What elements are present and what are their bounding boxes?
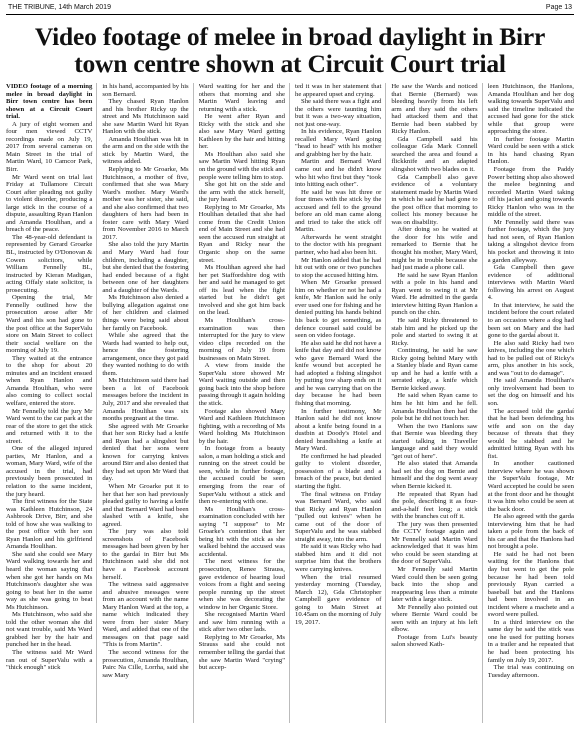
article-column-6 [488,83,574,723]
article-paragraph: Gda Campbell said his colleague Gda Mark Connell searched the area and found a flickknife and an adapted slingshot with two blades on it. [391,135,478,174]
article-paragraph: A jury of eight women and four men viewed CCTV recordings made on July 19, 2017 from several cameras on Main Street in the trial of Martin Ward, 10 Camcor Park, Birr. [6,120,93,174]
article-lede: VIDEO footage of a morning melee in broad daylight in Birr town centre has been shown at a Circuit Court trial. [6,83,93,121]
article-paragraph: The next witness for the prosecution, Renee Strauss, gave evidence of hearing loud voices from a fight and seeing people running up the street when she was decorating the window in her Organic Store. [198,558,285,611]
article-paragraph: She said there was a fight and the others were taunting him but it was a two-way situation, not just one-way. [294,98,382,128]
article-paragraph: When Mr Groarke put it to her that her son had previously pleaded guilty to having a knife and that Bernard Ward had been slashed with a knife, she agreed. [102,482,189,528]
article-paragraph: When Mr Groarke pressed him on whether or not he had a knife, Mr Hanlon said he only ever used one for fishing and he denied putting his hands behind his back to get something, as defence counsel said could be seen on video footage. [294,279,382,340]
article-paragraph: He said when Ryan came to him he hit him and he fell. Amanda Houlihan then had the pole but he did not touch her. [391,392,478,423]
article-paragraph: Mr Fennelly said there was further footage, which the jury had not seen, of Ryan Hanlon taking a slingshot device from his pocket and throwing it into a garden alleyway. [487,218,574,264]
article-paragraph: She also told the jury Martin and Mary Ward had four children, including a daughter, but she denied that the fostering had ended because of a fight between one of her daughters and a daughter of the Wards. [102,241,189,294]
article-paragraph: In his evidence, Ryan Hanlon recalled Mary Ward going "head to head" with his mother and grabbing her by the hair. [294,128,382,158]
article-paragraph: In footage from a beauty salon, a man holding a stick and running on the street could be seen, while in further footage, the accused could be seen emerging from the rear of SuperValu without a stick and then re-entering with one. [198,445,285,506]
article-paragraph: She said she could see Mary Ward walking towards her and heard the woman saying that when she got her hands on Ms Hutchinson's daughter she was going to beat her in the same way as she was going to beat Ms Hutchinson. [6,550,93,611]
article-paragraph: Amanda Houlihan was hit in the arm and on the side with the stick by Martin Ward, the witness added. [102,135,189,166]
article-paragraph: Replying to Mr Groarke, Ms Strauss said she could not remember telling the gardaí that she saw Martin Ward "crying" but accep- [198,633,285,672]
article-paragraph: He said he was hit three or four times with the stick by the accused and fell to the ground before an old man came along and tried to take the stick off Martin. [294,188,382,234]
article-paragraph: Martin and Bernard Ward came out and he didn't know who hit who first but they "took into hitting each other". [294,158,382,189]
article-paragraph: In a third interview on the same day he said the stick was one he used for putting horses in a trailer and he repeated that he had been protecting his family on July 19, 2017. [487,618,574,664]
article-paragraph: He repeated that Ryan had the pole, describing it as four-and-a-half feet long; a stick with the branches cut off it. [391,490,478,521]
article-column-4 [295,83,386,723]
article-paragraph: He said he had not been waiting for the Hanlons that day but went to get the pole because he had been told previously Ryan carried a baseball bat and the Hanlons had been involved in an incident where a machete and a sword were pulled. [487,550,574,619]
article-paragraph: The witness said Mr Ward ran out of SuperValu with a "thick enough" stick [6,649,93,672]
article-paragraph: He said it was Ricky who had stabbed him and it did not surprise him that the brothers were carrying knives. [294,543,382,573]
article-paragraph: Replying to Mr Groarke, Ms Houlihan detailed that she had come from the Credit Union end of Main Street and she had seen the accused run straight at Ryan and Ricky near the Organic shop on the same street. [198,203,285,264]
article-paragraph: In further footage Martin Ward could be seen with a stick in his hand chasing Ryan Hanlon. [487,135,574,166]
article-paragraph: Ward waiting for her and the others that morning and she Martin Ward leaving and returning with a stick. [198,83,285,113]
article-paragraph: In another cautioned interview where he was shown the SuperValu footage, Mr Ward accepted he could be seen at the front door and he thought it was him who could be seen at the back door. [487,460,574,513]
article-paragraph: He said he saw Ryan Hanlon with a pole in his hand and Ryan went to swing it at Mr Ward. He admitted in the garda interview hitting Ryan Hanlon a punch on the chin. [391,271,478,317]
article-paragraph: Ms Hutchinson said there had been a lot of Facebook messages before the incident in July, 2017 and she revealed that Amanda Houlihan was six months pregnant at the time. [102,377,189,423]
article-paragraph: He also stated that Amanda had set the dog on Bernie and himself and the dog went away when Bernie kicked it. [391,460,478,490]
article-paragraph: He saw the Wards and noticed that Bernie (Bernard) was bleeding heavily from his left arm and they said the others had attacked them and that Bernie had been stabbed by Ricky Hanlon. [391,83,478,136]
article-paragraph: In that interview, he said the incident before the court related to an occasion where a dog had been set on Mary and the had gone to the gardaí about it. [487,301,574,340]
headline: Video footage of melee in broad daylight in Birr town centre shown at Circuit Court trial [34,22,546,78]
article-paragraph: ted it was in her statement that he appeared upset and crying. [294,83,382,98]
article-paragraph: The jury was then presented the CCTV footage again and Mr Fennelly said Martin Ward acknowledged that it was him who could be seen standing at the door of SuperValu. [391,520,478,566]
article-paragraph: Ms Houlihan's cross-examination concluded with her saying "I suppose" to Mr Groarke's contention that her being hit with the stick as she walked behind the accused was accidental. [198,505,285,558]
article-paragraph: Mr Hanlon added that he had hit out with one or two punches to stop the accused hitting him. [294,256,382,279]
article-paragraph: A view from inside the SuperValu store showed Mr Ward waiting outside and then going back into the shop before passing through it again holding the stick. [198,362,285,407]
article-paragraph: Mr Fennelly said Martin Ward could then be seen going back into the shop and reappearing less than a minute later with a large stick. [391,566,478,604]
page-header [6,0,574,15]
article-paragraph: The jury was also told screenshots of Facebook messages had been given by her to the gardaí in Birr but Ms Hutchinson said she did not have a Facebook account herself. [102,528,189,581]
article-paragraph: The final witness on Friday was Bernard Ward, who said that Ricky and Ryan Hanlon "pulled out knives" when he came out of the door of SuperValu and he was stabbed straight away, into the arm. [294,490,382,543]
article-paragraph: The first witness for the State was Kathleen Hutchinson, 24 Ashbrook Drive, Birr, and she told of how she was walking to the post office with her son Ryan Hanlon and his girlfriend Amanda Houlihan. [6,498,93,551]
article-paragraph: Replying to Mr Groarke, Ms Hutchinson, a mother of five, confirmed that she was Mary Ward's mother. Mary Ward's mother was her sister, she said, and she also confirmed that two daughters of hers had been in foster care with Mary Ward from November 2016 to March 2017. [102,166,189,241]
article-paragraph: He said Ricky threatened to stab him and he picked up the pole and started to swing it at Ricky. [391,316,478,347]
article-paragraph: Ms Houlihan agreed she had her pet Staffordshire dog with her and said he managed to get off its lead when the fight started but he didn't get involved and she got him back on the lead. [198,264,285,317]
article-paragraph: Mr Ward went on trial last Friday at Tullamore Circuit Court after pleading not guilty to violent disorder, producing a large stick in the course of a dispute, assaulting Ryan Hanlon and Amanda Houlihan, and a breach of the peace. [6,173,93,234]
article-column-3 [199,83,290,723]
article-paragraph: After doing so he waited at the door for his wife and remarked to Bernie that he thought his mother, Mary Ward, might be in trouble because she had just made a phone call. [391,226,478,272]
article-paragraph: He said Amanda Houlihan's only involvement had been to set the dog on himself and his son. [487,377,574,407]
article-paragraph: He also said he did not have a knife that day and did not know who gave Bernard Ward the knife wound but accepted he had adopted a fishing slingshot by putting tow sharp ends on it and he was carrying that on the day because he had been fishing that morning. [294,339,382,407]
article-paragraph: Ms Houlihan also said she saw Martin Ward hitting Ryan on the ground with the stick and people were telling him to stop. [198,150,285,181]
article-paragraph: The 48-year-old defendant is represented by Gerard Groarke BL, instructed by O'Donovan & Cowen solicitors, while William Fennelly BL, instructed by Kieran Madigan, acting Offaly state solicitor, is prosecuting. [6,233,93,294]
article-paragraph: The trial was continuing on Tuesday afternoon. [487,664,574,679]
article-paragraph: The second witness for the prosecution, Amanda Houlihan, Pairc Na Cille, Lorrha, said she saw Mary [102,649,189,679]
article-paragraph: While she agreed that the Wards had wanted to help out, hence the fostering arrangement, once they got paid they wanted nothing to do with them. [102,332,189,377]
article-paragraph: Gda Campbell then gave evidence of additional interviews with Martin Ward following his arrest on August 4. [487,264,574,302]
article-paragraph: Ms Houlihan's cross-examination was then interrupted for the jury to view video clips recorded on the morning of July 19 from businesses on Main Street. [198,316,285,362]
article-paragraph: He went after Ryan and Ricky with the stick and she also saw Mary Ward getting Kathleen by the hair and hitting her. [198,113,285,151]
article-paragraph: Ms Hutchinson also denied a bullying allegation against one of her children and claimed things were being said about her family on Facebook. [102,294,189,332]
publication-date: THE TRIBUNE, 14th March 2019 [8,3,111,11]
article-paragraph: Afterwards he went straight to the doctor with his pregnant partner, who had also been hit. [294,233,382,257]
article-paragraph: She got hit on the side and the arm with the stick herself, the jury heard. [198,181,285,204]
article-paragraph: Mr Fennelly told the jury Mr Ward went to the car park at the rear of the store to get the stick and returned with it to the street. [6,407,93,445]
page-number: Page 13 [545,3,572,11]
article-paragraph: Mr Fennelly also pointed out where Bernie Ward could be seen with an injury at his left elbow. [391,603,478,634]
article-paragraph: She agreed with Mr Groarke that her son Ricky had a knife and Ryan had a slingshot but denied that her sons were known for carrying knives around Birr and also denied that they had set upon Mr Ward that day. [102,422,189,483]
article-paragraph: They waited at the entrance to the shop for about 20 minutes and an incident ensued when Ryan Hanlon and Amanda Houlihan, who were also coming to collect social welfare, entered the store. [6,354,93,407]
article-paragraph: The witness said aggressive and abusive messages were from an account with the name Mary Hanlon Ward at the top, a name which indicated they were from her sister Mary Ward, and added that one of the messages on that page said "This is from Martin". [102,581,189,649]
article-body [6,83,574,723]
article-paragraph: He also said Ricky had two knives, including the one which had to be pulled out of Ricky's arm, plus another in his sock, and was "out to do damage". [487,339,574,377]
article-column-2 [102,83,193,723]
article-paragraph: Footage also showed Mary Ward and Kathleen Hutchinson fighting, with a recording of Ms Ward holding Ms Hutchinson by the hair. [198,407,285,445]
article-paragraph: Gda Campbell also gave evidence of a voluntary statement made by Martin Ward in which he said he had gone to the post office that morning to collect his money because he was on disability. [391,173,478,226]
article-paragraph: Opening the trial, Mr Fennelly outlined how the prosecution arose after Mr Ward and his son had gone to the post office at the SuperValu store on Main Street to collect their social welfare on the morning of July 19. [6,294,93,355]
article-paragraph: He confirmed he had pleaded guilty to violent disorder, possession of a blade and a breach of the peace, but denied starting the fight. [294,452,382,490]
article-paragraph: Continuing, he said he saw Ricky going behind Mary with a Stanley blade and Ryan came up and he had a knife with a serrated edge, a knife which Bernie kicked away. [391,347,478,392]
article-paragraph: They chased Ryan Hanlon and his brother Ricky up the street and Ms Hutchinson said she saw Martin Ward hit Ryan Hanlon with the stick. [102,98,189,136]
article-column-1 [6,83,97,723]
article-column-5 [391,83,482,723]
article-paragraph: One of the alleged injured parties, Mr Hanlon, and a woman, Mary Ward, wife of the accused in the trial, had previously been prosecuted in relation to the same incident, the jury heard. [6,445,93,498]
article-paragraph: Footage from Lui's beauty salon showed Kath- [391,633,478,649]
article-paragraph: When the two Hanlons saw that Bernie was bleeding they started talking in Traveller language and said they would "get out of here". [391,422,478,460]
article-paragraph: She recognised Martin Ward and saw him running with a stick after two other lads. [198,611,285,634]
article-paragraph: Footage from the Paddy Power betting shop also showed the melee beginning and recorded Martin Ward taking off his jacket and going towards Ricky Hanlon who was in the middle of the street. [487,166,574,219]
article-paragraph: Ms Hutchinson, who said she told the other woman she did not want trouble, said Ms Ward grabbed her by the hair and punched her in the head. [6,611,93,649]
article-paragraph: leen Hutchinson, the Hanlons, Amanda Houlihan and her dog walking towards SuperValu and said the timeline indicated the accused had gone for the stick while that group were approaching the store. [487,83,574,136]
article-paragraph: When the trial resumed yesterday morning (Tuesday, March 12), Gda Christopher Campbell gave evidence of going to Main Street at 10.45am on the morning of July 19, 2017. [294,573,382,626]
article-paragraph: In further testimony, Mr Hanlon said he did not know about a knife being found in a dustbin at Doody's Hotel and denied brandishing a knife at Mary Ward. [294,407,382,453]
article-paragraph: in his hand, accompanied by his son Bernard. [102,83,189,98]
article-paragraph: He also agreed with the garda interviewing him that he had taken a pole from the back of his car and that the Hanlons had not brought a pole. [487,513,574,551]
article-paragraph: The accused told the gardaí that he had been defending his wife and son on the day because of threats that they would be stabbed and he admitted hitting Ryan with his fist. [487,407,574,460]
